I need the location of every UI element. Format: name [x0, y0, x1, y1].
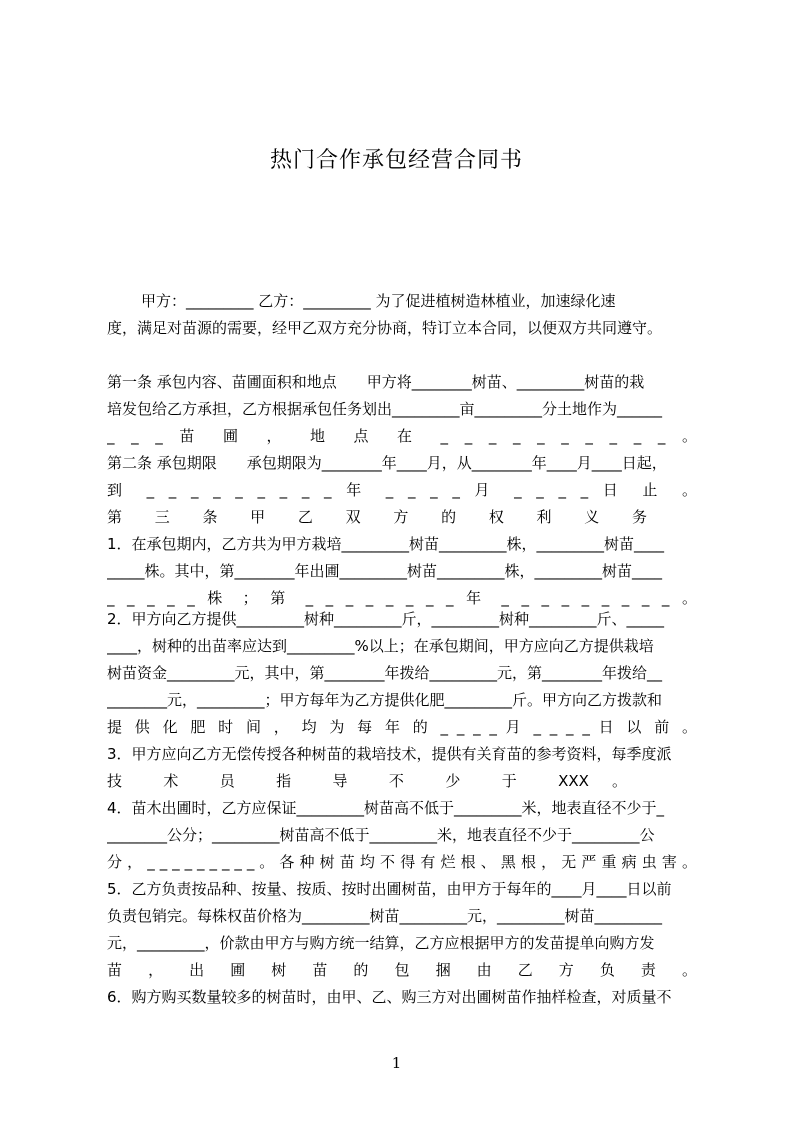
paragraph-line: 培发包给乙方承担，乙方根据承包任务划出_________亩_________分土地作为______	[107, 400, 663, 418]
paragraph-line: 到 _ _ _ _ _ _ _ _ _ 年 _ _ _ _ 月 _ _ _ _ 日 止 。	[107, 481, 697, 499]
section-heading: 第 三 条 甲 乙 双 方 的 权 利 义 务	[107, 508, 647, 526]
paragraph-line: 6．购方购买数量较多的树苗时，由甲、乙、购三方对出圃树苗作抽样检查，对质量不	[107, 988, 672, 1006]
paragraph-line: _____株。其中，第________年出圃_________树苗_________株，_________树苗____	[107, 562, 663, 580]
paragraph-line: 负责包销完。每株权苗价格为_________树苗_________元，_________树苗_________	[107, 907, 663, 925]
paragraph-line: 第一条 承包内容、苗圃面积和地点 甲方将________树苗、_________树苗的栽	[107, 373, 645, 391]
paragraph-line: 提 供 化 肥 时 间 ， 均 为 每 年 的 _ _ _ _ 月 _ _ _ _ 日 以 前 。	[107, 718, 697, 736]
paragraph-line: 4．苗木出圃时，乙方应保证_________树苗高不低于_________米，地表直径不少于_	[107, 799, 665, 817]
paragraph-line: ________元，_________；甲方每年为乙方提供化肥_________斤。甲方向乙方拨款和	[107, 691, 663, 709]
paragraph-line: 5．乙方负责按品种、按量、按质、按时出圃树苗，由甲方于每年的____月____日以前	[107, 880, 672, 898]
paragraph-line: 分 ， _ _ _ _ _ _ _ _ _ 。 各 种 树 苗 均 不 得 有 烂 根 、 黑 根 ， 无 严 重 病 虫 害 。	[107, 853, 697, 871]
paragraph-line: 树苗资金_________元，其中，第________年拨给_________元，第________年拨给__	[107, 664, 663, 682]
paragraph-line: ________公分；_________树苗高不低于_________米，地表直径不少于_________公	[107, 826, 655, 844]
paragraph-line: 元，_________，价款由甲方与购方统一结算，乙方应根据甲方的发苗提单向购方发	[107, 934, 655, 952]
paragraph-line: _ _ _ 苗 圃 ， 地 点 在 _ _ _ _ _ _ _ _ _ _ 。	[107, 427, 697, 445]
paragraph-line: ____，树种的出苗率应达到_________%以上；在承包期间，甲方应向乙方提供栽培	[107, 637, 654, 655]
paragraph-line: 苗 ， 出 圃 树 苗 的 包 捆 由 乙 方 负 责 。	[107, 961, 697, 979]
paragraph-line: 1．在承包期内，乙方共为甲方栽培_________树苗_________株，_________树苗____	[107, 535, 665, 553]
paragraph-line: 甲方：_________ 乙方：_________ 为了促进植树造林植业，加速绿化速	[141, 292, 616, 310]
paragraph-line: 第二条 承包期限 承包期限为________年____月，从________年____月____日起，	[107, 454, 667, 472]
paragraph-line: _ _ _ _ _ 株 ； 第 _ _ _ _ _ _ _ _ 年 _ _ _ _ _ _ _ _ _ 。	[107, 589, 697, 607]
paragraph-line: 技 术 员 指 导 不 少 于 XXX 。	[107, 772, 627, 790]
document-title: 热门合作承包经营合同书	[269, 148, 523, 173]
paragraph-line: 度，满足对苗源的需要，经甲乙双方充分协商，特订立本合同，以便双方共同遵守。	[107, 319, 663, 337]
paragraph-line: 2．甲方向乙方提供_________树种_________斤，_________树种_________斤、_____	[107, 610, 665, 628]
paragraph-line: 3．甲方应向乙方无偿传授各种树苗的栽培技术，提供有关育苗的参考资料，每季度派	[107, 745, 672, 763]
page-number: 1	[391, 1054, 402, 1072]
